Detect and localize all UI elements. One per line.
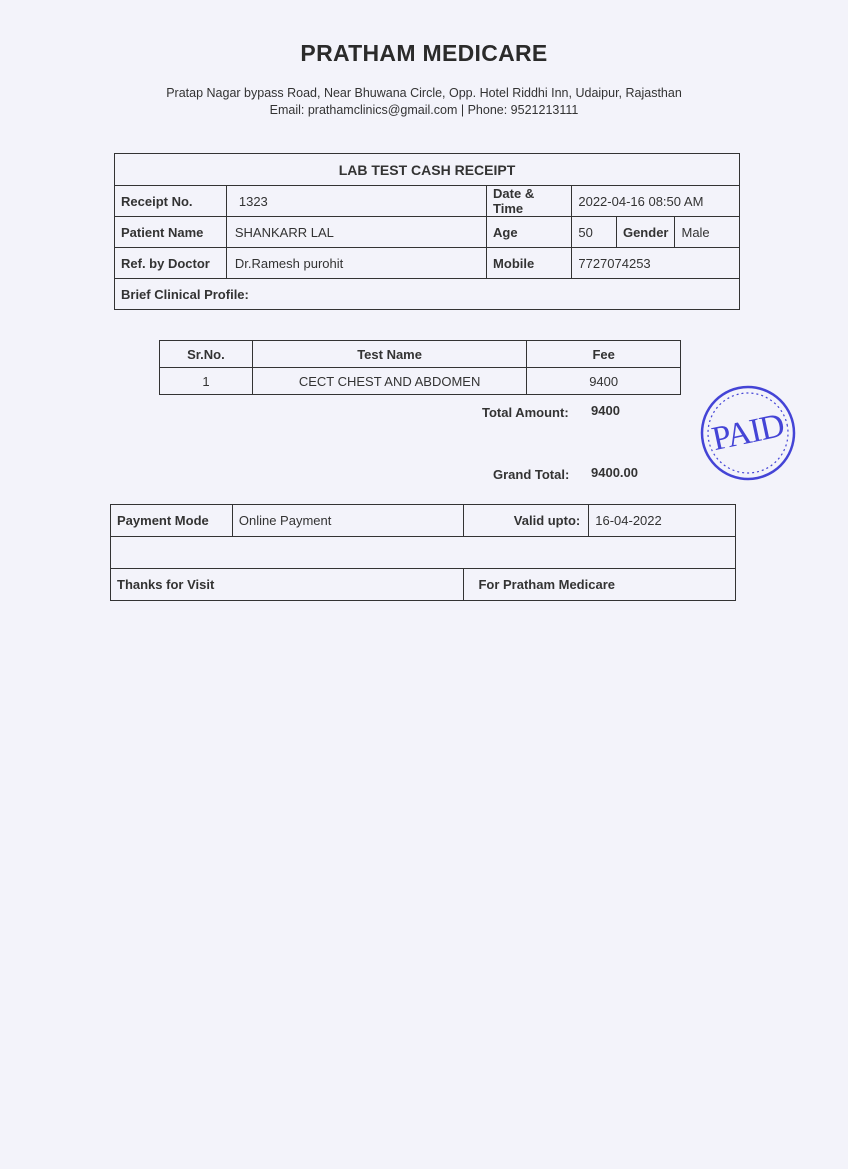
table-row xyxy=(160,368,681,395)
receipt-title: LAB TEST CASH RECEIPT xyxy=(115,154,740,186)
doctor-value: Dr.Ramesh purohit xyxy=(226,248,486,279)
paid-stamp-icon xyxy=(691,376,805,490)
datetime-value: 2022-04-16 08:50 AM xyxy=(572,186,740,217)
mobile-label: Mobile xyxy=(487,248,572,279)
gender-label: Gender xyxy=(616,217,675,248)
payment-mode-value: Online Payment xyxy=(232,505,464,537)
age-label: Age xyxy=(487,217,572,248)
doctor-label: Ref. by Doctor xyxy=(115,248,227,279)
valid-upto-value: 16-04-2022 xyxy=(589,505,736,537)
tests-table xyxy=(159,340,681,395)
for-pratham-label: For Pratham Medicare xyxy=(464,569,736,601)
paid-stamp-text: PAID xyxy=(708,406,788,459)
datetime-label: Date & Time xyxy=(487,186,572,217)
total-amount-value: 9400 xyxy=(591,403,620,418)
blank-row xyxy=(111,537,736,569)
age-value: 50 xyxy=(572,217,617,248)
clinic-address: Pratap Nagar bypass Road, Near Bhuwana Circle, Opp. Hotel Riddhi Inn, Udaipur, Rajasthan xyxy=(166,86,682,100)
row-srno: 1 xyxy=(160,368,253,395)
thanks-text: Thanks for Visit xyxy=(111,569,464,601)
row-test-name: CECT CHEST AND ABDOMEN xyxy=(252,368,526,395)
receipt-info-table xyxy=(114,153,740,310)
receipt-no-value: 1323 xyxy=(226,186,486,217)
clinical-profile-label: Brief Clinical Profile: xyxy=(115,279,740,310)
payment-table xyxy=(110,504,736,601)
column-header-srno: Sr.No. xyxy=(160,341,253,368)
patient-name-value: SHANKARR LAL xyxy=(226,217,486,248)
clinic-name: PRATHAM MEDICARE xyxy=(300,40,548,66)
row-fee: 9400 xyxy=(527,368,681,395)
total-amount-label: Total Amount: xyxy=(482,405,569,420)
receipt-no-label: Receipt No. xyxy=(115,186,227,217)
grand-total-value: 9400.00 xyxy=(591,465,638,480)
mobile-value: 7727074253 xyxy=(572,248,740,279)
payment-mode-label: Payment Mode xyxy=(111,505,233,537)
valid-upto-label: Valid upto: xyxy=(464,505,589,537)
grand-total-label: Grand Total: xyxy=(493,467,570,482)
patient-name-label: Patient Name xyxy=(115,217,227,248)
column-header-test-name: Test Name xyxy=(252,341,526,368)
clinic-contact: Email: prathamclinics@gmail.com | Phone: 9521213111 xyxy=(269,103,579,117)
gender-value: Male xyxy=(675,217,740,248)
column-header-fee: Fee xyxy=(527,341,681,368)
